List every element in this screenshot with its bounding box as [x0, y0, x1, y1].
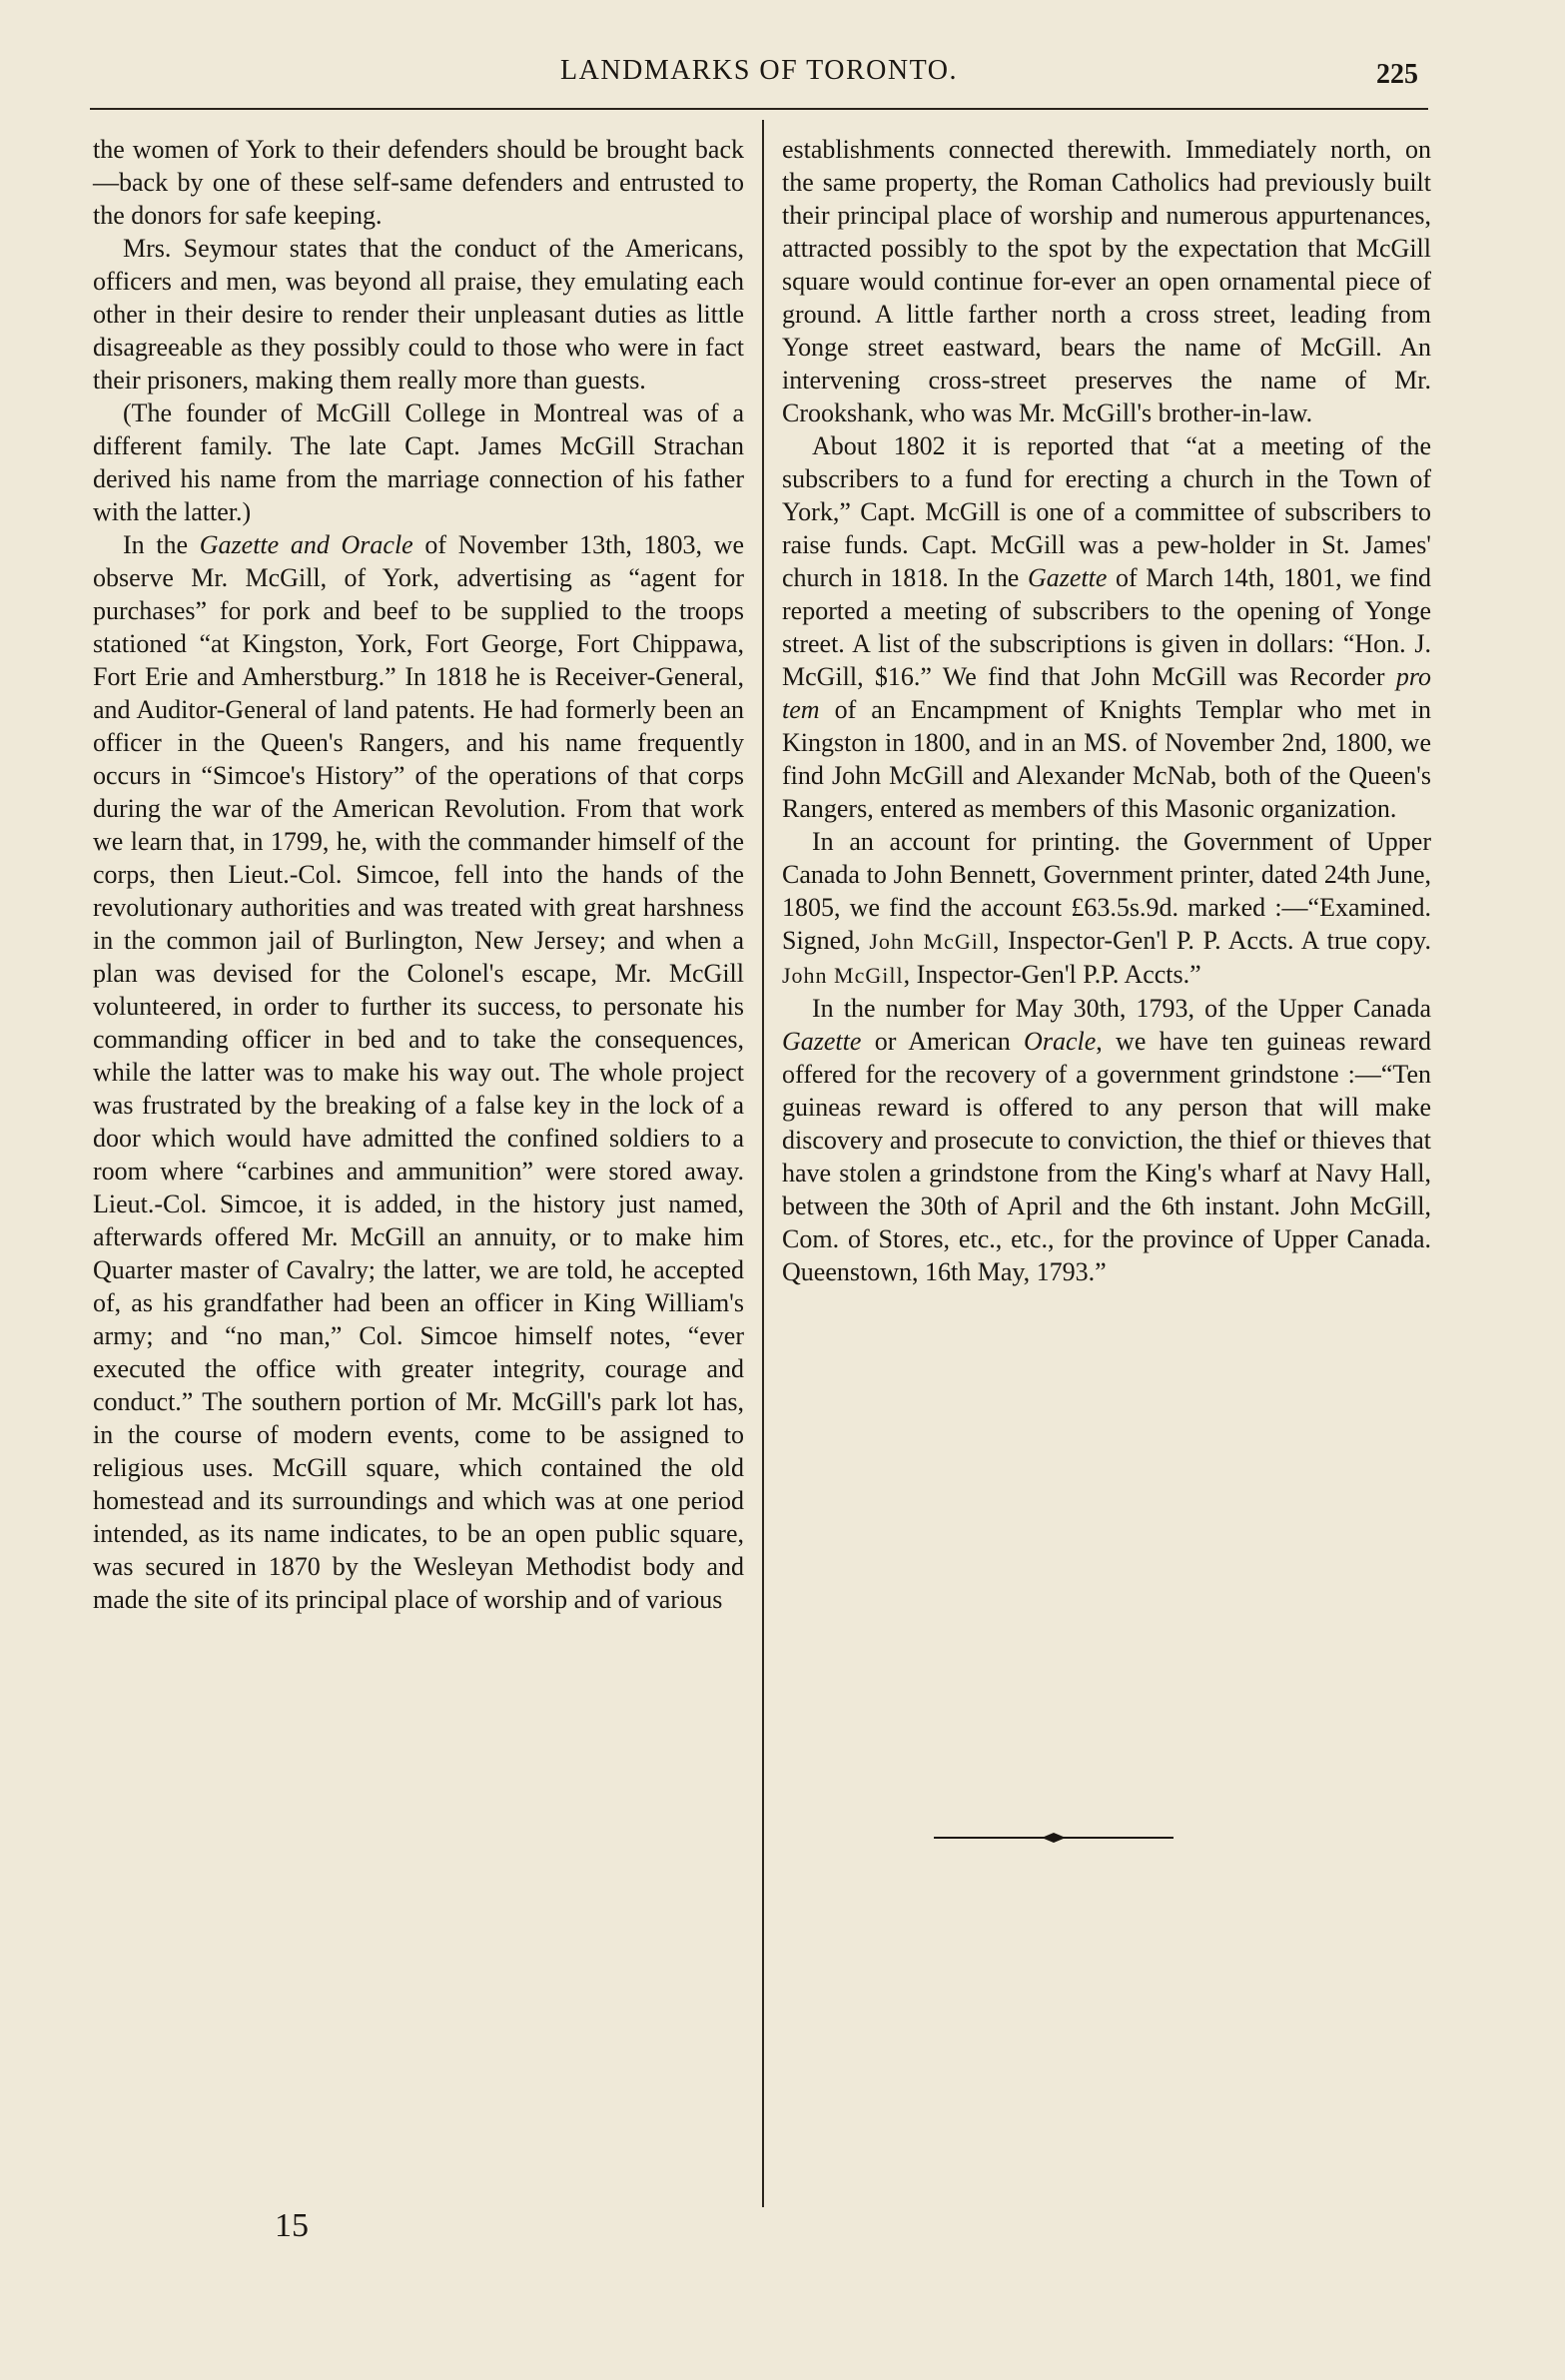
page-header	[90, 55, 1428, 105]
left-column	[93, 133, 744, 1616]
publication-title: Gazette	[782, 1027, 862, 1056]
text-run: , we have ten guineas reward offered for the recovery of a government grindstone :—“Ten guineas reward is offered to any person that will make discovery and prosecute to conviction, the thief or thieves that have stolen a grindstone from the King's wharf at Navy Hall, between the 30th of April and the 6th instant. John McGill, Com. of Stores, etc., etc., for the province of Upper Canada. Queenstown, 16th May, 1793.”	[782, 1027, 1431, 1286]
page-number: 225	[1376, 59, 1418, 90]
column-rule	[762, 120, 764, 2207]
paragraph: the women of York to their defenders should be brought back—back by one of these self-same defenders and entrusted to the donors for safe keeping.	[93, 135, 744, 230]
publication-title: Gazette and Oracle	[199, 530, 413, 559]
text-run: , Inspector-Gen'l P.P. Accts.”	[903, 960, 1201, 989]
paragraph	[93, 528, 744, 1616]
latin-term: pro tem	[782, 662, 1431, 724]
section-end-ornament	[934, 1831, 1174, 1845]
signature-name: John McGill	[782, 963, 904, 988]
paragraph: establishments connected therewith. Immediately north, on the same property, the Roman Catholics had previously built their principal place of worship and numerous appurtenances, attracted possibly to the spot by the expectation that McGill square would continue for-ever an open ornamental piece of ground. A little farther north a cross street, leading from Yonge street eastward, bears the name of McGill. An intervening cross-street preserves the name of Mr. Crookshank, who was Mr. McGill's brother-in-law.	[782, 135, 1431, 427]
paragraph	[782, 825, 1431, 992]
signature-name: John McGill	[869, 929, 994, 954]
signature-folio: 15	[275, 2207, 309, 2244]
text-run: or American	[861, 1027, 1025, 1056]
text-run: About 1802 it is reported that “at a meeting of the subscribers to a fund for erecting a church in the Town of York,” Capt. McGill is one of a committee of subscribers to raise funds. Capt. McGill was a pew-holder in St. James' church in 1818. In the	[782, 431, 1431, 592]
publication-title: Gazette	[1027, 563, 1108, 592]
text-run: In the number for May 30th, 1793, of the Upper Canada	[812, 994, 1431, 1023]
text-run: In an account for printing. the Government of Upper Canada to John Bennett, Government printer, dated 24th June, 1805, we find the account £63.5s.9d. marked :—“Examined. Signed,	[782, 827, 1431, 955]
text-run: of an Encampment of Knights Templar who met in Kingston in 1800, and in an MS. of November 2nd, 1800, we find John McGill and Alexander McNab, both of the Queen's Rangers, entered as members of this Masonic organization.	[782, 695, 1431, 823]
right-column	[782, 133, 1431, 1288]
running-title: LANDMARKS OF TORONTO.	[560, 55, 958, 86]
paragraph	[782, 429, 1431, 825]
header-rule	[90, 108, 1428, 110]
text-run: of November 13th, 1803, we observe Mr. McGill, of York, advertising as “agent for purchases” for pork and beef to be supplied to the troops stationed “at Kingston, York, Fort George, Fort Chippawa, Fort Erie and Amherstburg.” In 1818 he is Receiver-General, and Auditor-General of land patents. He had formerly been an officer in the Queen's Rangers, and his name frequently occurs in “Simcoe's History” of the operations of that corps during the war of the American Revolution. From that work we learn that, in 1799, he, with the commander himself of the corps, then Lieut.-Col. Simcoe, fell into the hands of the revolutionary authorities and was treated with great harshness in the common jail of Burlington, New Jersey; and when a plan was devised for the Colonel's escape, Mr. McGill volunteered, in order to further its success, to personate his commanding officer in bed and to take the consequences, while the latter was to make his way out. The whole project was frustrated by the breaking of a false key in the lock of a door which would have admitted the confined soldiers to a room where “carbines and ammunition” were stored away. Lieut.-Col. Simcoe, it is added, in the history just named, afterwards offered Mr. McGill an annuity, or to make him Quarter master of Cavalry; the latter, we are told, he accepted of, as his grandfather had been an officer in King William's army; and “no man,” Col. Simcoe himself notes, “ever executed the office with greater integrity, courage and conduct.” The southern portion of Mr. McGill's park lot has, in the course of modern events, come to be assigned to religious uses. McGill square, which contained the old homestead and its surroundings and which was at one period intended, as its name indicates, to be an open public square, was secured in 1870 by the Wesleyan Methodist body and made the site of its principal place of worship and of various	[93, 530, 745, 1614]
text-run: of March 14th, 1801, we find reported a meeting of subscribers to the opening of Yonge street. A list of the subscriptions is given in dollars: “Hon. J. McGill, $16.” We find that John McGill was Recorder	[782, 563, 1431, 691]
paragraph	[782, 992, 1431, 1288]
paragraph: Mrs. Seymour states that the conduct of the Americans, officers and men, was beyond all praise, they emulating each other in their desire to render their unpleasant duties as little disagreeable as they possibly could to those who were in fact their prisoners, making them really more than guests.	[93, 234, 744, 395]
text-run: In the	[123, 530, 200, 559]
text-run: , Inspector-Gen'l P. P. Accts. A true copy.	[993, 926, 1431, 955]
paragraph: (The founder of McGill College in Montreal was of a different family. The late Capt. James McGill Strachan derived his name from the marriage connection of his father with the latter.)	[93, 398, 744, 526]
publication-title: Oracle	[1024, 1027, 1097, 1056]
